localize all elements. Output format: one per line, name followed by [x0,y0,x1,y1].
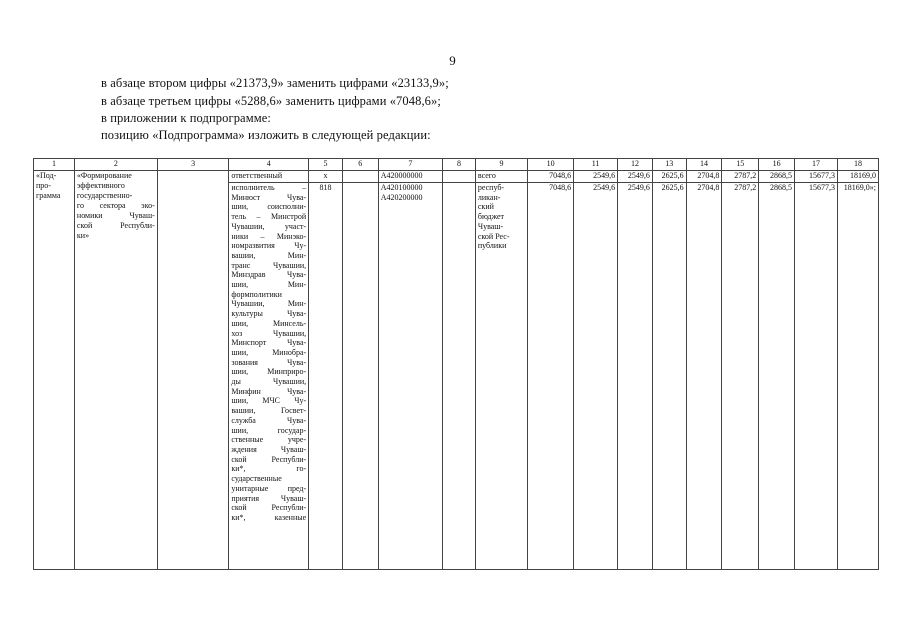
paragraph-1: в абзаце втором цифры «21373,9» заменить цифрами «23133,9»; [101,76,449,90]
header-row [34,159,879,171]
cell-line: шии, соисполни- [231,202,307,212]
value-cell: 7048,6 [528,183,574,570]
cell-line: эффективного [76,181,125,190]
cell-line: ждения Чуваш- [231,444,307,454]
code-cell: x [309,171,343,183]
value-cell: 18169,0 [837,171,878,183]
header-cell: 4 [229,159,309,171]
cell-line: А420100000 [380,183,423,192]
cell-line: шии, Мин- [231,280,307,290]
cell-line: грамма [36,191,61,200]
cell-line: ки*, го- [231,464,307,474]
cell-line: зования Чува- [231,357,307,367]
cell-line: номики Чуваш- [76,211,155,220]
cell-line: приятия Чуваш- [231,493,307,503]
cell-line: Минздрав Чува- [231,270,307,280]
empty-cell [443,171,476,183]
header-cell: 7 [378,159,442,171]
value-cell: 2625,6 [652,171,686,183]
cell-line: ки» [76,231,90,240]
cell-line: ликан- [477,192,501,202]
header-cell: 18 [837,159,878,171]
target-code-cell [378,183,442,570]
header-cell: 16 [759,159,795,171]
cell-line: ки*, казенные [231,512,307,522]
cell-line: го сектора эко- [76,201,155,210]
code-cell: 818 [309,183,343,570]
empty-cell [342,171,378,183]
value-cell: 2549,6 [618,183,653,570]
header-cell: 9 [475,159,527,171]
cell-line: ской Республи- [76,221,155,230]
value-cell: 2787,2 [722,171,759,183]
value-cell: 2704,8 [686,171,722,183]
responsible-cell: ответственный [229,171,309,183]
subprogram-label-cell [34,171,75,570]
cell-line: Минюст Чува- [231,192,307,202]
header-cell: 2 [74,159,157,171]
cell-line: служба Чува- [231,415,307,425]
header-cell: 15 [722,159,759,171]
paragraph-4: позицию «Подпрограмма» изложить в следующей редакции: [101,128,431,142]
value-cell: 2868,5 [759,183,795,570]
cell-line: про- [36,181,51,190]
value-cell: 18169,0»; [837,183,878,570]
cell-line: ской Рес- [477,231,510,241]
cell-line: ский [477,202,494,212]
cell-line: сударственные [231,474,282,484]
cell-line: респуб- [477,183,505,192]
cell-line: ники – Минэко- [231,231,307,241]
subprogram-table [33,158,879,570]
cell-line: бюджет [477,212,505,222]
cell-line: ской Республи- [231,503,307,513]
cell-line: ды Чувашии, [231,377,307,387]
paragraph-2: в абзаце третьем цифры «5288,6» заменить цифрами «7048,6»; [101,94,441,108]
page-number: 9 [449,53,456,68]
value-cell: 7048,6 [528,171,574,183]
cell-line: Чуваш- [477,221,504,231]
header-cell: 6 [342,159,378,171]
header-cell: 17 [795,159,838,171]
cell-line: Чувашии, Мин- [231,299,307,309]
empty-cell [342,183,378,570]
header-cell: 12 [618,159,653,171]
cell-line: ственные учре- [231,435,307,445]
header-cell: 11 [574,159,618,171]
cell-line: тель – Минстрой [231,212,307,222]
value-cell: 2549,6 [574,171,618,183]
cell-line: А420200000 [380,192,423,202]
cell-line: транс Чувашии, [231,260,307,270]
value-cell: 2704,8 [686,183,722,570]
paragraph-3: в приложении к подпрограмме: [101,111,271,125]
cell-line: шии, МЧС Чу- [231,396,307,406]
header-cell: 14 [686,159,722,171]
cell-line: вашии, Мин- [231,250,307,260]
value-cell: 15677,3 [795,183,838,570]
participants-cell [229,183,309,570]
cell-line: хоз Чувашии, [231,328,307,338]
cell-line: культуры Чува- [231,309,307,319]
value-cell: 2787,2 [722,183,759,570]
cell-line: Минфин Чува- [231,386,307,396]
value-cell: 2625,6 [652,183,686,570]
empty-cell [443,183,476,570]
cell-line: Чувашии, участ- [231,221,307,231]
header-cell: 10 [528,159,574,171]
cell-line: шии, Минприро- [231,367,307,377]
cell-line: «Под- [36,171,57,180]
cell-line: ской Республи- [231,454,307,464]
header-cell: 5 [309,159,343,171]
cell-line: унитарные пред- [231,483,307,493]
cell-line: шии, государ- [231,425,307,435]
cell-line: номразвития Чу- [231,241,307,251]
empty-cell [157,171,229,570]
value-cell: 2549,6 [574,183,618,570]
header-cell: 8 [443,159,476,171]
value-cell: 2549,6 [618,171,653,183]
subprogram-title-cell [74,171,157,570]
cell-line: Минспорт Чува- [231,338,307,348]
cell-line: вашии, Госвет- [231,406,307,416]
cell-line: государственно- [76,191,133,200]
table-row [34,171,879,183]
cell-line: публики [477,241,507,251]
header-cell: 1 [34,159,75,171]
value-cell: 15677,3 [795,171,838,183]
source-cell: всего [475,171,527,183]
cell-line: «Формирование [76,171,132,180]
cell-line: шии, Минобра- [231,347,307,357]
cell-line: шии, Минсель- [231,318,307,328]
value-cell: 2868,5 [759,171,795,183]
header-cell: 3 [157,159,229,171]
cell-line: исполнитель – [231,183,307,192]
source-cell [475,183,527,570]
target-code-cell: А420000000 [378,171,442,183]
header-cell: 13 [652,159,686,171]
cell-line: формполитики [231,289,282,299]
